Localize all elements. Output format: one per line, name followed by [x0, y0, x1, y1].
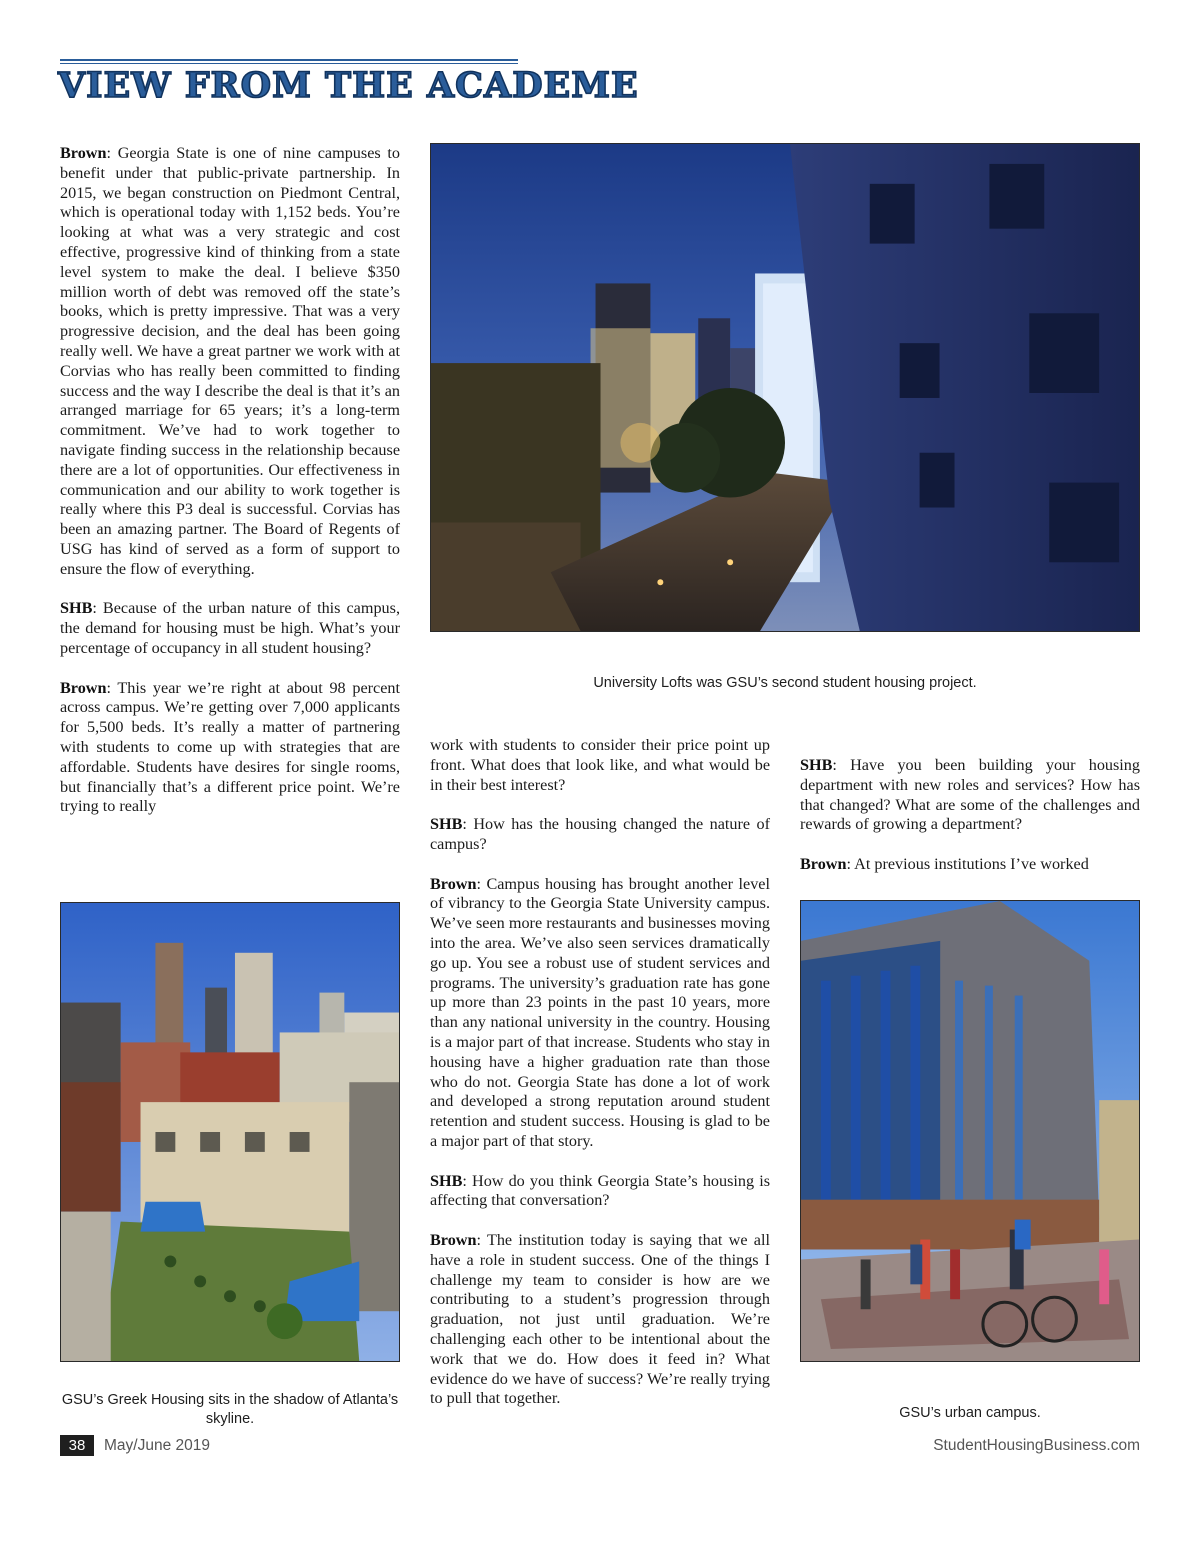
paragraph-text: : Campus housing has brought another level of vibrancy to the Georgia State University campus. We’ve seen more restaurants and businesses moving into the area. We’ve also seen services dramatically go up. You see a robust use of student services and programs. The university’s graduation rate has gone up more than 23 points in the past 10 years, more than any national university in the country. Housing is a major part of that increase. Students who stay in housing have a higher graduation rate than those who do not. Georgia State has done a lot of work and developed a strong reputation around student retention and student success. Housing is glad to be a major part of that story.: [430, 874, 770, 1150]
article-column-right: [800, 756, 1140, 875]
article-paragraph: [800, 855, 1140, 875]
website-url: StudentHousingBusiness.com: [933, 1437, 1140, 1454]
greek-housing-image: [61, 903, 399, 1361]
speaker-name: SHB: [800, 756, 833, 774]
speaker-name: Brown: [800, 854, 847, 873]
article-column-left: [60, 144, 400, 817]
paragraph-text: : How do you think Georgia State’s housing is affecting that conversation?: [430, 1171, 770, 1210]
article-paragraph: [60, 599, 400, 658]
article-paragraph: [430, 875, 770, 1152]
article-paragraph: [800, 756, 1140, 835]
article-paragraph: [430, 1231, 770, 1409]
speaker-name: Brown: [60, 144, 107, 162]
university-lofts-photo: [430, 143, 1140, 632]
speaker-name: Brown: [430, 1230, 477, 1249]
article-paragraph: [430, 1172, 770, 1212]
urban-campus-image: [801, 901, 1139, 1361]
speaker-name: SHB: [60, 599, 93, 618]
paragraph-text: : How has the housing changed the nature of campus?: [430, 815, 770, 853]
speaker-name: Brown: [60, 678, 107, 697]
article-paragraph: [430, 815, 770, 855]
urban-campus-photo: [800, 900, 1140, 1362]
left-photo-caption: GSU’s Greek Housing sits in the shadow of Atlanta’s skyline.: [61, 1392, 399, 1427]
article-paragraph: [60, 144, 400, 580]
article-paragraph: [60, 679, 400, 818]
top-photo-caption: University Lofts was GSU’s second student housing project.: [593, 675, 977, 691]
speaker-name: SHB: [430, 815, 463, 834]
issue-date: May/June 2019: [104, 1437, 210, 1454]
article-column-middle: [430, 736, 770, 1409]
speaker-name: Brown: [430, 874, 477, 893]
paragraph-text: work with students to consider their price point up front. What does that look like, and what would be in their best interest?: [430, 736, 770, 794]
right-photo-caption: GSU’s urban campus.: [899, 1405, 1041, 1421]
header-rule-bottom: [60, 63, 518, 64]
page-number: 38: [60, 1435, 94, 1456]
section-title: VIEW FROM THE ACADEME: [58, 65, 639, 106]
paragraph-text: : Because of the urban nature of this campus, the demand for housing must be high. What’s your percentage of occupancy in all student housing?: [60, 599, 400, 657]
article-paragraph: [430, 736, 770, 795]
paragraph-text: : The institution today is saying that we all have a role in student success. One of the things I challenge my team to consider is how are we contributing to a student’s progression through graduation, not just until graduation. We’re challenging each other to be intentional about the work that we do. How does it feed in? What evidence do we have of success? We’re really trying to pull that together.: [430, 1230, 770, 1408]
paragraph-text: : This year we’re right at about 98 percent across campus. We’re getting over 7,000 applicants for 5,500 beds. It’s really a matter of partnering with students to come up with strategies that are affordable. Students have desires for single rooms, but financially that’s a different price point. We’re trying to really: [60, 678, 400, 816]
header-rule-top: [60, 59, 518, 61]
greek-housing-photo: [60, 902, 400, 1362]
university-lofts-image: [431, 144, 1139, 631]
paragraph-text: : Georgia State is one of nine campuses to benefit under that public-private partnership. In 2015, we began construction on Piedmont Central, which is operational today with 1,152 beds. You’re looking at what was a very strategic and cost effective, progressive kind of thinking from a state level system to make the deal. I believe $350 million worth of debt was removed off the state’s books, which is pretty impressive. That was a very progressive decision, and the deal has been going really well. We have a great partner we work with at Corvias who has really been committed to finding success and the way I describe the deal is that it’s an arranged marriage for 65 years; it’s a long-term commitment. We’ve had to work together to navigate finding success in the relationship because there are a lot of opportunities. Our effectiveness in communication and our ability to work together is really where this P3 deal is successful. Corvias has been an amazing partner. The Board of Regents of USG has kind of served as a form of support to ensure the flow of everything.: [60, 144, 400, 578]
paragraph-text: : At previous institutions I’ve worked: [846, 854, 1089, 873]
paragraph-text: : Have you been building your housing department with new roles and services? How has that changed? What are some of the challenges and rewards of growing a department?: [800, 756, 1140, 834]
speaker-name: SHB: [430, 1171, 463, 1190]
